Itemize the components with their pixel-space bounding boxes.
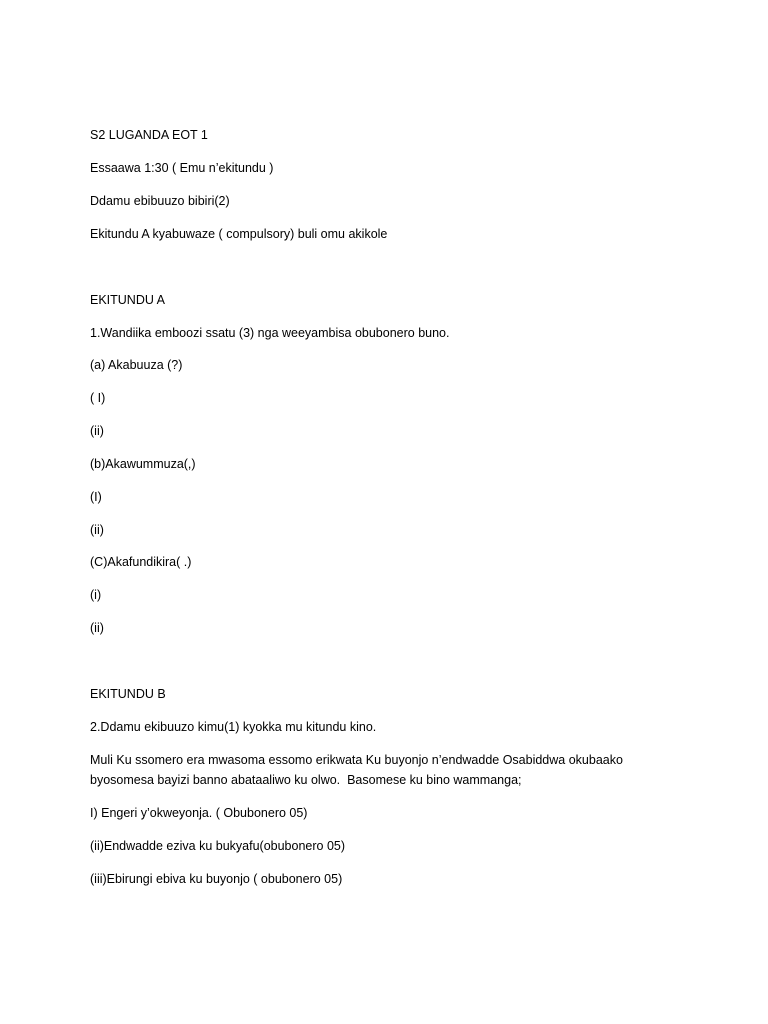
answer-line: (ii): [90, 424, 104, 438]
answer-line: (ii): [90, 621, 104, 635]
question-1a: (a) Akabuuza (?): [90, 358, 183, 372]
section-b-heading: EKITUNDU B: [90, 687, 166, 701]
question-2: 2.Ddamu ekibuuzo kimu(1) kyokka mu kitundu kino.: [90, 720, 377, 734]
doc-title: S2 LUGANDA EOT 1: [90, 128, 208, 142]
answer-line: (ii): [90, 523, 104, 537]
section-a-heading: EKITUNDU A: [90, 293, 166, 307]
answer-line: (i): [90, 588, 102, 602]
question-2-part-iii: (iii)Ebirungi ebiva ku buyonjo ( obubonero 05): [90, 872, 343, 886]
question-2-part-i: I) Engeri y’okweyonja. ( Obubonero 05): [90, 806, 308, 820]
question-1b: (b)Akawummuza(,): [90, 457, 196, 471]
answer-line: ( I): [90, 391, 106, 405]
question-2-scenario: Muli Ku ssomero era mwasoma essomo erikwata Ku buyonjo n’endwadde Osabiddwa okubaako byosomesa bayizi banno abataaliwo ku olwo. Basomese ku bino wammanga;: [90, 753, 627, 787]
answer-line: (I): [90, 490, 102, 504]
question-1c: (C)Akafundikira( .): [90, 555, 192, 569]
question-1: 1.Wandiika emboozi ssatu (3) nga weeyambisa obubonero buno.: [90, 326, 450, 340]
exam-duration: Essaawa 1:30 ( Emu n’ekitundu ): [90, 161, 274, 175]
instruction-section-a-compulsory: Ekitundu A kyabuwaze ( compulsory) buli omu akikole: [90, 227, 388, 241]
instruction-answer-two: Ddamu ebibuuzo bibiri(2): [90, 194, 230, 208]
question-2-part-ii: (ii)Endwadde eziva ku bukyafu(obubonero 05): [90, 839, 346, 853]
